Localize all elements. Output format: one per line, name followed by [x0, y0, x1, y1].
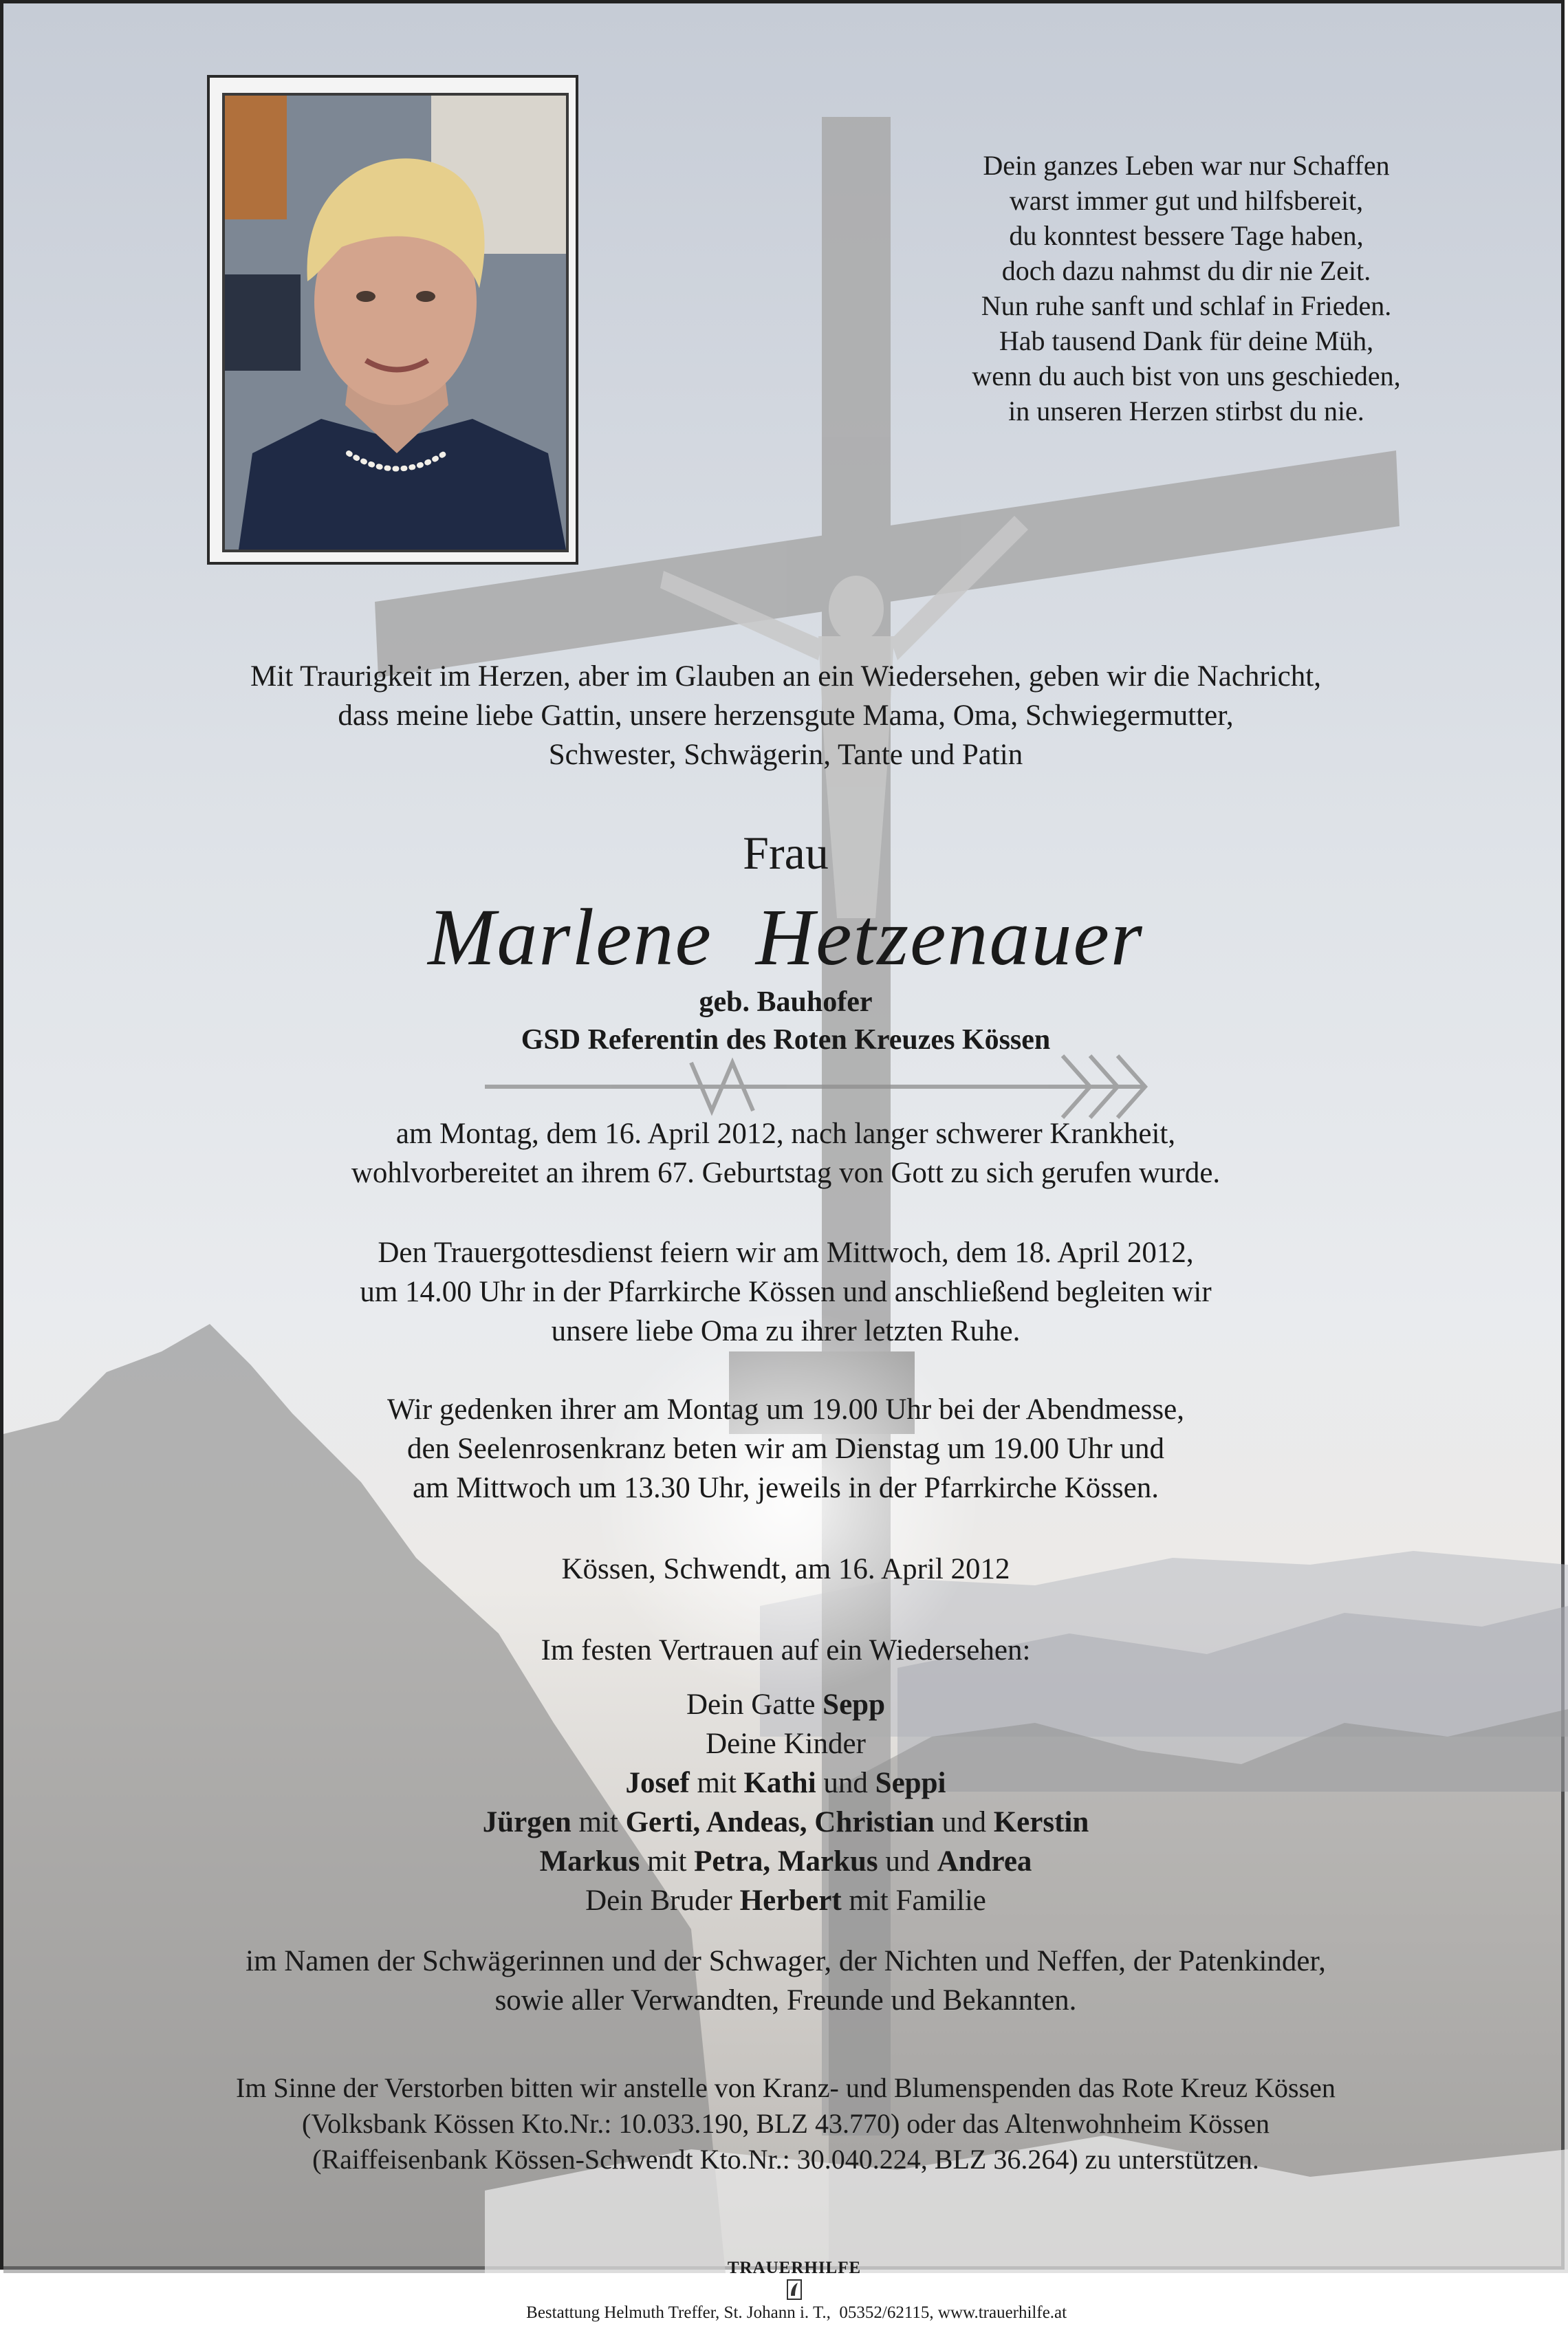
family-name: Sepp	[823, 1688, 886, 1721]
funeral-line: unsere liebe Oma zu ihrer letzten Ruhe.	[551, 1315, 1021, 1347]
salutation: Frau	[743, 827, 829, 879]
memorial-line: den Seelenrosenkranz beten wir am Dienstag um 19.00 Uhr und	[407, 1433, 1164, 1465]
verse-line: Dein ganzes Leben war nur Schaffen	[983, 150, 1390, 181]
donation-line: (Volksbank Kössen Kto.Nr.: 10.033.190, BLZ 43.770) oder das Altenwohnheim Kössen	[302, 2108, 1270, 2139]
family-text: und	[816, 1767, 875, 1799]
death-notice-line: wohlvorbereitet an ihrem 67. Geburtstag von Gott zu sich gerufen wurde.	[351, 1157, 1221, 1189]
family-name: Josef	[625, 1767, 690, 1799]
weathervane-arrow	[485, 1056, 1145, 1118]
role: GSD Referentin des Roten Kreuzes Kössen	[521, 1024, 1051, 1056]
verse-line: du konntest bessere Tage haben,	[1009, 220, 1364, 251]
family-child	[3, 1763, 1568, 1803]
verse-line: wenn du auch bist von uns geschieden,	[972, 360, 1401, 391]
funeral-info	[3, 1233, 1568, 1351]
place-date: Kössen, Schwendt, am 16. April 2012	[561, 1553, 1010, 1585]
family-text: mit	[640, 1845, 695, 1878]
family-name: Petra, Markus	[694, 1845, 878, 1878]
family-child	[3, 1842, 1568, 1881]
footer-brand: TRAUERHILFE	[727, 2259, 862, 2277]
on-behalf-line: im Namen der Schwägerinnen und der Schwager, der Nichten und Neffen, der Patenkinder,	[246, 1945, 1326, 1977]
verse-line: in unseren Herzen stirbst du nie.	[1008, 395, 1364, 426]
memorial-line: Wir gedenken ihrer am Montag um 19.00 Uhr bei der Abendmesse,	[387, 1393, 1184, 1426]
funeral-logo-icon	[787, 2279, 802, 2300]
family-list	[3, 1685, 1568, 1920]
family-text: Dein Gatte	[686, 1688, 823, 1721]
intro-text	[3, 657, 1568, 774]
donation-request	[3, 2070, 1568, 2177]
donation-line: (Raiffeisenbank Kössen-Schwendt Kto.Nr.: 30.040.224, BLZ 36.264) zu unterstützen.	[312, 2144, 1259, 2175]
family-text: und	[878, 1845, 937, 1878]
family-name: Kerstin	[993, 1806, 1089, 1838]
funeral-line: Den Trauergottesdienst feiern wir am Mittwoch, dem 18. April 2012,	[378, 1237, 1194, 1269]
death-notice	[3, 1114, 1568, 1193]
on-behalf-text	[3, 1942, 1568, 2020]
donation-line: Im Sinne der Verstorben bitten wir anstelle von Kranz- und Blumenspenden das Rote Kreuz Kössen	[236, 2072, 1336, 2103]
intro-line: dass meine liebe Gattin, unsere herzensgute Mama, Oma, Schwiegermutter,	[338, 699, 1234, 732]
verse-line: Nun ruhe sanft und schlaf in Frieden.	[981, 290, 1392, 321]
trust-line: Im festen Vertrauen auf ein Wiedersehen:	[541, 1634, 1031, 1666]
birth-name: geb. Bauhofer	[699, 986, 873, 1018]
family-name: Herbert	[739, 1885, 842, 1917]
portrait-photo	[222, 93, 569, 552]
memorial-info	[3, 1390, 1568, 1508]
family-text: mit	[571, 1806, 626, 1838]
family-children-label: Deine Kinder	[706, 1728, 866, 1760]
funeral-line: um 14.00 Uhr in der Pfarrkirche Kössen und anschließend begleiten wir	[360, 1276, 1212, 1308]
family-brother	[3, 1881, 1568, 1920]
family-text: und	[934, 1806, 994, 1838]
verse	[904, 148, 1468, 428]
family-text: Dein Bruder	[585, 1885, 740, 1917]
family-name: Kathi	[743, 1767, 816, 1799]
footer-text: Bestattung Helmuth Treffer, St. Johann i. T., 05352/62115, www.trauerhilfe.at	[521, 2303, 1067, 2322]
family-name: Jürgen	[482, 1806, 571, 1838]
verse-line: warst immer gut und hilfsbereit,	[1009, 185, 1364, 216]
family-child	[3, 1803, 1568, 1842]
portrait-image	[225, 96, 566, 550]
family-name: Andrea	[937, 1845, 1032, 1878]
family-husband	[3, 1685, 1568, 1724]
memorial-line: am Mittwoch um 13.30 Uhr, jeweils in der Pfarrkirche Kössen.	[413, 1472, 1159, 1504]
portrait-frame	[207, 75, 578, 565]
family-text: mit	[689, 1767, 744, 1799]
footer	[3, 2235, 1568, 2346]
family-name: Seppi	[875, 1767, 946, 1799]
death-notice-line: am Montag, dem 16. April 2012, nach langer schwerer Krankheit,	[395, 1118, 1176, 1150]
family-text: mit Familie	[841, 1885, 986, 1917]
family-name: Gerti, Andeas, Christian	[625, 1806, 935, 1838]
on-behalf-line: sowie aller Verwandten, Freunde und Bekannten.	[494, 1984, 1077, 2017]
intro-line: Mit Traurigkeit im Herzen, aber im Glauben an ein Wiedersehen, geben wir die Nachricht,	[250, 660, 1321, 693]
verse-line: Hab tausend Dank für deine Müh,	[999, 325, 1374, 356]
family-name: Markus	[539, 1845, 640, 1878]
intro-line: Schwester, Schwägerin, Tante und Patin	[548, 739, 1023, 771]
deceased-name: Marlene Hetzenauer	[428, 892, 1144, 982]
deceased-details	[3, 984, 1568, 1059]
verse-line: doch dazu nahmst du dir nie Zeit.	[1001, 255, 1371, 286]
